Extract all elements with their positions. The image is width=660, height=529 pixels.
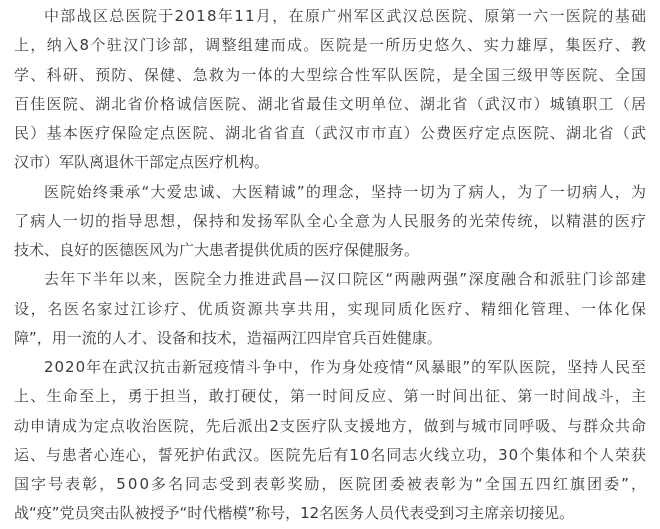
paragraph-line (14, 470, 649, 499)
paragraph-line (14, 382, 646, 411)
line-text: 技术、良好的医德医风为广大患者提供优质的医疗保健服务。 (14, 241, 420, 259)
line-text: 去年下半年以来，医院全力推进武昌—汉口院区“两融两强”深度融合和派驻门诊部建 (44, 270, 648, 289)
paragraph-line (14, 61, 646, 90)
line-text: 2020年在武汉抗击新冠疫情斗争中，作为身处疫情“风暴眼”的军队医院，坚持人民至 (44, 358, 647, 376)
line-text: 汉市）军队离退休干部定点医疗机构。 (14, 153, 270, 172)
line-text: 百佳医院、湖北省价格诚信医院、湖北省最佳文明单位、湖北省（武汉市）城镇职工（居 (14, 94, 648, 113)
line-text: 运、与患者心连心，誓死护佑武汉。医院先后有10名同志火线立功，30个集体和个人荣获 (14, 445, 647, 464)
paragraph-line (14, 324, 646, 353)
line-text: 了病人一切的指导思想，保持和发扬军队全心全意为人民服务的光荣传统，以精湛的医疗 (14, 211, 648, 230)
line-text: 中部战区总医院于2018年11月，在原广州军区武汉总医院、原第一六一医院的基础 (44, 7, 648, 25)
line-text: 学、科研、预防、保健、急救为一体的大型综合性军队医院，是全国三级甲等医院、全国 (14, 65, 648, 84)
paragraph-line (14, 499, 646, 528)
paragraph-line (14, 295, 646, 324)
paragraph-4 (14, 353, 649, 529)
paragraph-line (14, 90, 646, 119)
paragraph-line (14, 236, 646, 265)
paragraph-3 (14, 265, 646, 353)
line-text: 民）基本医疗保险定点医院、湖北省省直（武汉市市直）公费医疗定点医院、湖北省（武 (14, 124, 648, 142)
line-text: 上，纳入8个驻汉门诊部，调整组建而成。医院是一所历史悠久、实力雄厚，集医疗、教 (14, 36, 648, 55)
paragraph-line (14, 31, 646, 60)
line-text: 医院始终秉承“大爱忠诚、大医精诚”的理念，坚持一切为了病人，为了一切病人，为 (44, 182, 648, 201)
line-text: 上、生命至上，勇于担当，敢打硬仗，第一时间反应、第一时间出征、第一时间战斗，主 (14, 387, 648, 406)
paragraph-line (14, 412, 646, 441)
paragraph-line (14, 441, 646, 470)
line-text: 国字号表彰，500多名同志受到表彰奖励，医院团委被表彰为“全国五四红旗团委”， (14, 475, 649, 493)
paragraph-line (14, 178, 646, 207)
paragraph-2 (14, 178, 646, 266)
paragraph-line (14, 148, 646, 177)
paragraph-line (14, 2, 646, 31)
line-text: 设，名医名家过江诊疗、优质资源共享共用，实现同质化医疗、精细化管理、一体化保 (14, 299, 648, 318)
paragraph-line (14, 353, 646, 382)
paragraph-1 (14, 2, 646, 178)
line-text: 障”，用一流的人才、设备和技术，造福两江四岸官兵百姓健康。 (14, 328, 442, 347)
paragraph-line (14, 207, 646, 236)
paragraph-line (14, 265, 646, 294)
paragraph-line (14, 119, 646, 148)
line-text: 动申请成为定点收治医院，先后派出2支医疗队支援地方，做到与城市同呼吸、与群众共命 (14, 416, 647, 435)
line-text: 战“疫”党员突击队被授予“时代楷模”称号，12名医务人员代表受到习主席亲切接见。 (14, 504, 575, 523)
